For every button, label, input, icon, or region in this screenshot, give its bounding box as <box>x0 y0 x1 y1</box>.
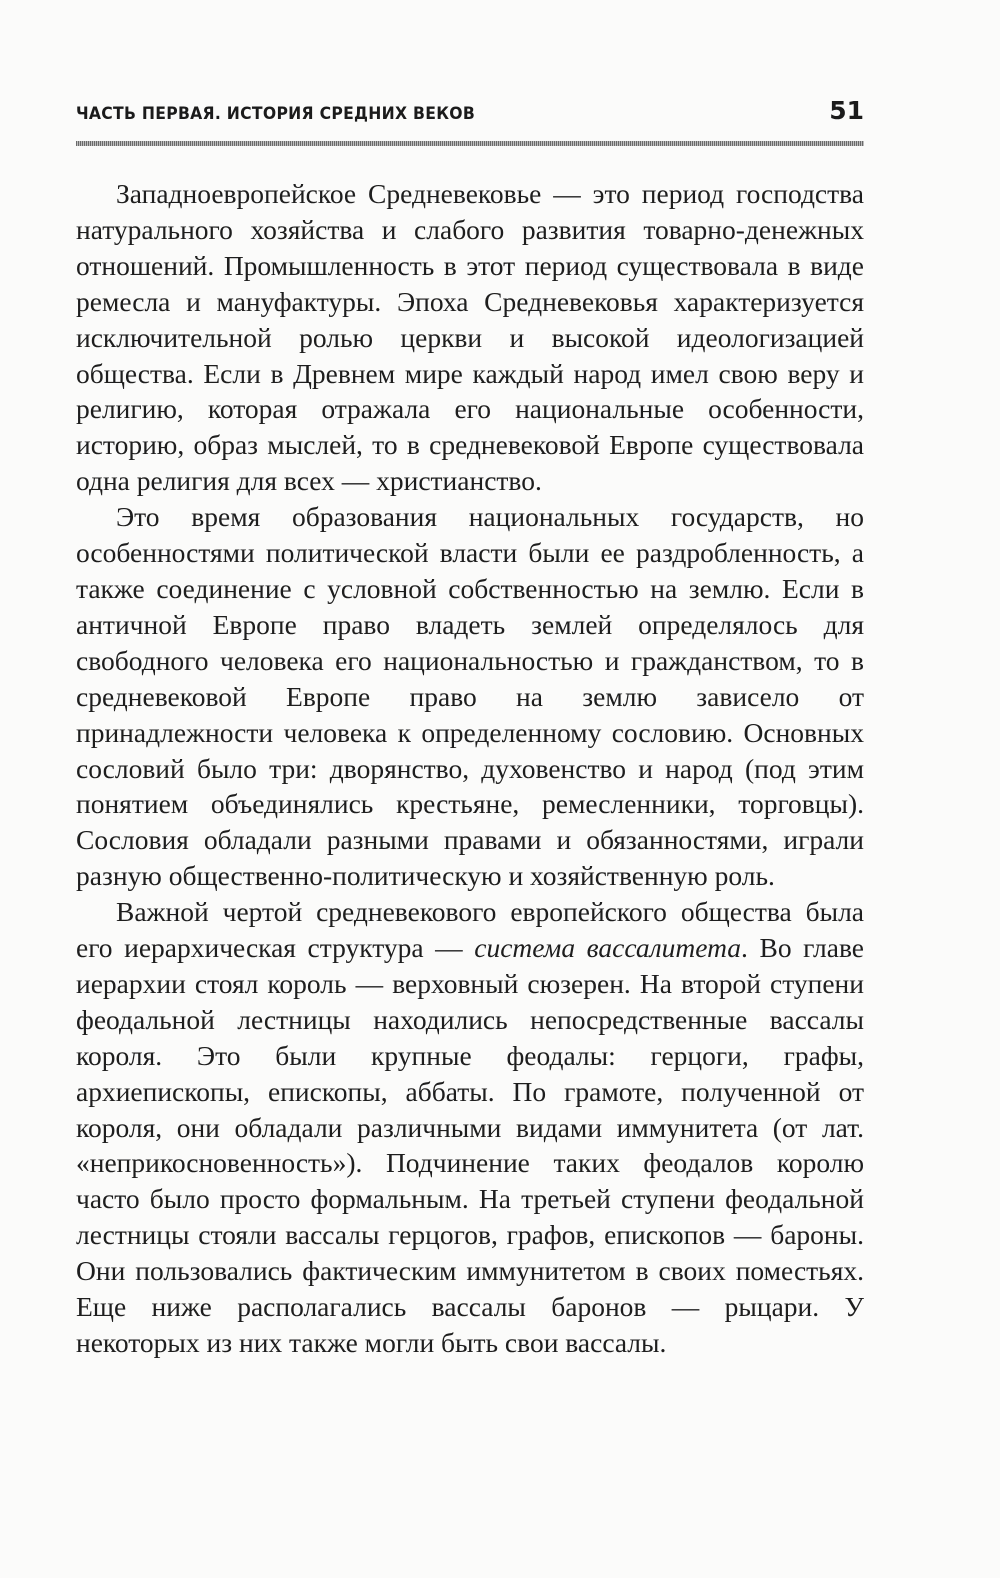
paragraph <box>76 894 864 1361</box>
running-title: ЧАСТЬ ПЕРВАЯ. ИСТОРИЯ СРЕДНИХ ВЕКОВ <box>76 104 476 124</box>
header-rule <box>76 141 864 146</box>
paragraph <box>76 499 864 894</box>
paragraph-text: . Во главе иерархии стоял король — верховный сюзерен. На второй ступени феодальной лестницы находились непосредственные вассалы короля. Это были крупные феодалы: герцоги, графы, архиепископы, епископы, аббаты. По грамоте, полученной от короля, они обладали различными видами иммунитета (от лат. «неприкосновенность»). Подчинение таких феодалов королю часто было просто формальным. На третьей ступени феодальной лестницы стояли вассалы герцогов, графов, епископов — бароны. Они пользовались фактическим иммунитетом в своих поместьях. Еще ниже располагались вассалы баронов — рыцари. У некоторых из них также могли быть свои вассалы. <box>76 932 864 1358</box>
paragraph-text: Это время образования национальных государств, но особенностями политической власти были ее раздробленность, а также соединение с условной собственностью на землю. Если в античной Европе право владеть землей определялось для свободного человека его национальностью и гражданством, то в средневековой Европе право на землю зависело от принадлежности человека к определенному сословию. Основных сословий было три: дворянство, духовенство и народ (под этим понятием объединялись крестьяне, ремесленники, торговцы). Сословия обладали разными правами и обязанностями, играли разную общественно-политическую и хозяйственную роль. <box>76 501 864 892</box>
paragraph <box>76 176 864 499</box>
body-text <box>76 176 864 1361</box>
page-number: 51 <box>829 96 864 125</box>
page-header <box>76 96 864 136</box>
paragraph-text: Важной чертой средневекового европейского общества была его иерархическая структура — <box>76 896 864 964</box>
paragraph-text: Западноевропейское Средневековье — это период господства натурального хозяйства и слабого развития товарно-денежных отношений. Промышленность в этот период существовала в виде ремесла и мануфактуры. Эпоха Средневековья характеризуется исключительной ролью церкви и высокой идеологизацией общества. Если в Древнем мире каждый народ имел свою веру и религию, которая отражала его национальные особенности, историю, образ мыслей, то в средневековой Европе существовала одна религия для всех — христианство. <box>76 178 864 497</box>
term-emphasis: система вассалитета <box>474 932 742 964</box>
